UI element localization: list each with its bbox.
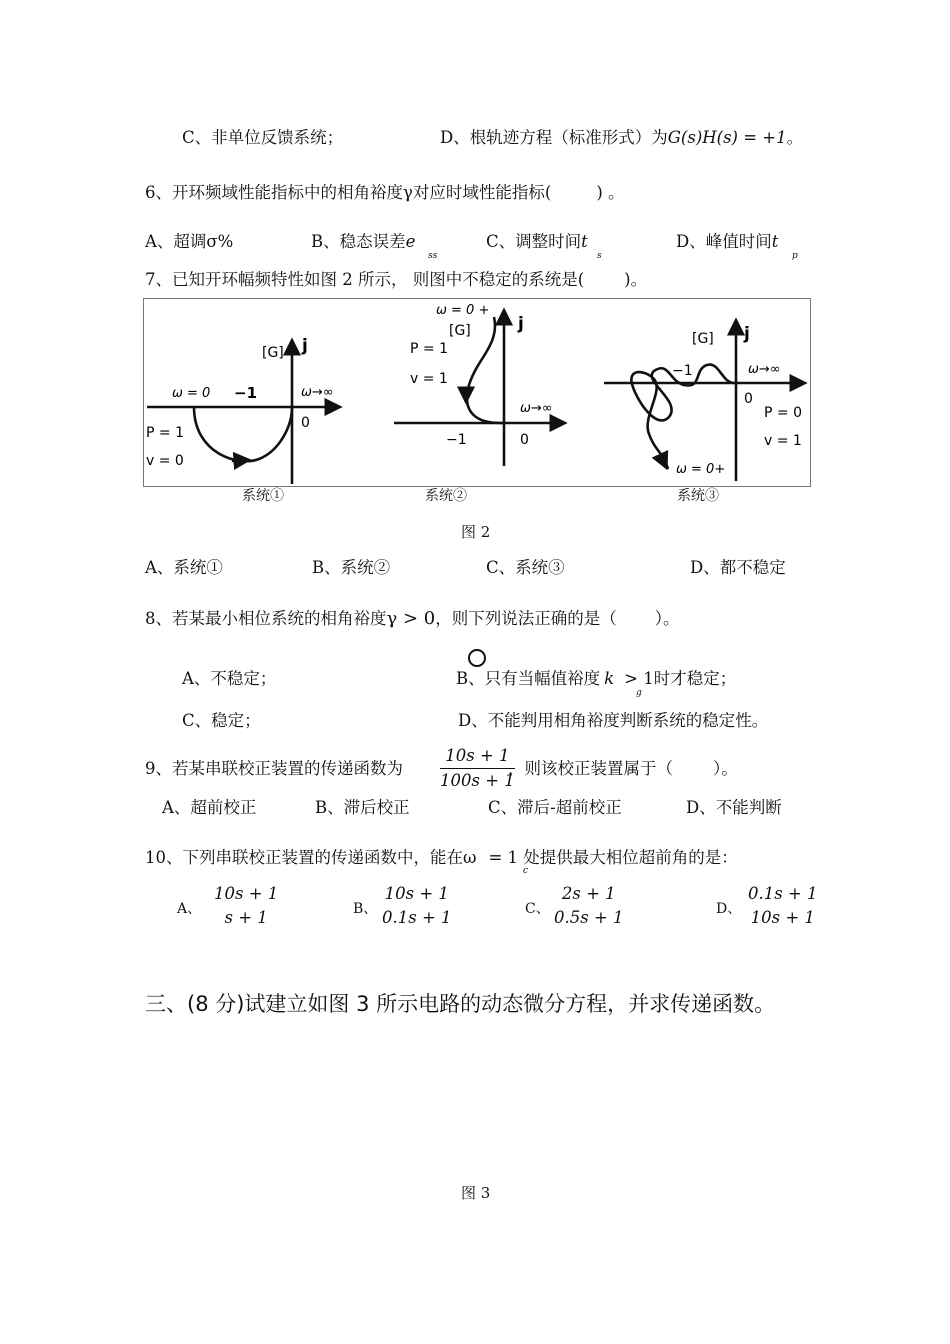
- q10-option-a-numerator: 10s + 1: [214, 884, 279, 903]
- figure-3-caption: 图 3: [461, 1184, 491, 1202]
- q10-omega-sub: c: [523, 866, 529, 876]
- q10-option-a-fraction: [212, 886, 280, 926]
- q10-option-d-label: D、: [716, 901, 742, 917]
- q7-option-c: C、系统③: [486, 558, 565, 577]
- q10-omega: ω: [463, 848, 477, 867]
- q10-option-b-label: B、: [353, 901, 378, 917]
- q10-option-d-fraction: [746, 886, 820, 926]
- plot1-axis-label: [G]: [262, 345, 284, 361]
- q7-option-b: B、系统②: [312, 558, 391, 577]
- plot2-origin: 0: [520, 432, 529, 448]
- nyquist-plot-system-3: [604, 321, 804, 481]
- q5-option-d-formula: G(s)H(s) = +1: [667, 128, 787, 147]
- q10-option-c-denominator: 0.5s + 1: [554, 907, 624, 927]
- q8-option-b: [456, 671, 736, 688]
- q6-option-d-sub: p: [792, 251, 798, 261]
- plot3-axis-label: [G]: [692, 331, 714, 347]
- q8-option-b-var: k: [604, 669, 615, 688]
- q6-stem-text-2: 对应时域性能指标(: [412, 183, 552, 202]
- plot3-caption: 系统③: [677, 488, 719, 504]
- q8-option-d: D、不能判用相角裕度判断系统的稳定性。: [458, 711, 769, 730]
- q5-option-d-end: 。: [786, 128, 804, 147]
- plot1-origin: 0: [301, 415, 310, 431]
- section-3-heading: 三、(8 分)试建立如图 3 所示电路的动态微分方程，并求传递函数。: [145, 992, 776, 1016]
- q6-option-d: [676, 234, 778, 251]
- plot2-omega-zero: ω = 0 +: [436, 303, 490, 318]
- q10-option-b-numerator: 10s + 1: [384, 884, 449, 903]
- figure-2-nyquist-plots: [143, 298, 811, 487]
- q10-option-c-label: C、: [525, 901, 550, 917]
- q10-option-a-denominator: s + 1: [224, 907, 268, 927]
- q6-option-c-var: t: [581, 232, 588, 251]
- plot3-p-value: P = 0: [764, 405, 802, 421]
- q10-stem-text: 10、下列串联校正装置的传递函数中，能在: [145, 848, 463, 867]
- q10-option-d-denominator: 10s + 1: [750, 907, 815, 927]
- q5-option-c: C、非单位反馈系统；: [182, 128, 344, 147]
- q10-option-b-fraction: [382, 886, 452, 926]
- q9-stem-text: 9、若某串联校正装置的传递函数为: [145, 759, 403, 778]
- q8-gamma-condition: γ > 0: [386, 608, 436, 629]
- q7-option-d: D、都不稳定: [690, 558, 786, 577]
- plot2-caption: 系统②: [425, 488, 467, 504]
- plot1-p-value: P = 1: [146, 425, 184, 441]
- q6-option-b-var: e: [405, 232, 416, 251]
- q9-option-d: D、不能判断: [686, 798, 782, 817]
- nyquist-plot-system-2: [394, 303, 564, 466]
- plot1-v-value: v = 0: [146, 453, 184, 469]
- q9-option-b: B、滞后校正: [315, 798, 410, 817]
- figure-2-caption: 图 2: [461, 523, 491, 541]
- q8-option-b-relation: > 1: [624, 669, 654, 688]
- plot3-v-value: v = 1: [764, 433, 802, 449]
- q9-option-c: C、滞后-超前校正: [488, 798, 622, 817]
- plot3-origin: 0: [744, 391, 753, 407]
- q10-option-b-denominator: 0.1s + 1: [382, 907, 452, 927]
- q6-stem: [145, 185, 625, 202]
- q7-stem-text: 7、已知开环幅频特性如图 2 所示， 则图中不稳定的系统是(: [145, 270, 585, 289]
- q9-stem-end: ）。: [713, 759, 738, 778]
- q9-transfer-function: [440, 748, 515, 789]
- plot3-omega-infinity: ω→∞: [748, 362, 781, 377]
- plot2-axis-label: [G]: [449, 323, 471, 339]
- q9-option-a: A、超前校正: [162, 798, 257, 817]
- q6-option-a: A、超调σ%: [145, 232, 234, 251]
- q8-stem-text: 8、若某最小相位系统的相角裕度: [145, 609, 387, 628]
- q9-numerator: 10s + 1: [440, 748, 515, 769]
- q7-stem-end: )。: [624, 270, 648, 289]
- plot1-omega-infinity: ω→∞: [301, 385, 334, 400]
- q8-option-b-text: B、只有当幅值裕度: [456, 669, 601, 688]
- q6-option-d-text: D、峰值时间: [676, 232, 772, 251]
- plot1-caption: 系统①: [242, 488, 284, 504]
- q6-option-b: [311, 234, 415, 251]
- q6-gamma: γ: [403, 183, 413, 202]
- q7-stem: [145, 272, 647, 289]
- plot2-v-value: v = 1: [410, 371, 448, 387]
- q6-option-d-var: t: [771, 232, 779, 251]
- plot3-j-label: j: [744, 324, 750, 344]
- plot1-minus-one: −1: [234, 384, 258, 402]
- q8-option-a: A、不稳定；: [182, 669, 277, 688]
- q5-option-d-text: D、根轨迹方程（标准形式）为: [440, 128, 668, 147]
- q10-option-c-fraction: [554, 886, 624, 926]
- q9-denominator: 100s + 1: [440, 770, 515, 790]
- plot2-omega-infinity: ω→∞: [520, 401, 553, 416]
- q6-option-c: [486, 234, 588, 251]
- q8-option-b-suffix: 时才稳定；: [653, 669, 737, 688]
- nyquist-plot-system-1: [146, 336, 339, 484]
- q10-option-a-label: A、: [177, 901, 202, 917]
- plot2-minus-one: −1: [446, 432, 467, 448]
- q6-stem-end: ) 。: [596, 183, 625, 202]
- q6-stem-text: 6、开环频域性能指标中的相角裕度: [145, 183, 403, 202]
- q9-stem-text-2: ，则该校正装置属于（: [508, 759, 673, 778]
- q10-stem: [145, 850, 738, 867]
- q8-option-c: C、稳定；: [182, 711, 261, 730]
- plot2-p-value: P = 1: [410, 341, 448, 357]
- circle-mark: [468, 649, 486, 667]
- q8-stem-text-2: ，则下列说法正确的是（: [435, 609, 617, 628]
- q8-stem-end: ）。: [654, 609, 680, 628]
- plot2-j-label: j: [518, 314, 524, 334]
- q10-option-d-numerator: 0.1s + 1: [748, 884, 818, 903]
- q6-option-c-text: C、调整时间: [486, 232, 582, 251]
- plot3-minus-one: −1: [672, 363, 693, 379]
- q8-option-b-sub: g: [636, 688, 642, 698]
- q10-stem-text-2: = 1 处提供最大相位超前角的是：: [488, 848, 738, 867]
- q7-option-a: A、系统①: [145, 558, 223, 577]
- q5-option-d: [440, 130, 803, 147]
- q6-option-c-sub: s: [597, 251, 602, 261]
- q9-stem-tail: [508, 761, 738, 778]
- q6-option-b-sub: ss: [428, 251, 438, 261]
- q10-option-c-numerator: 2s + 1: [561, 884, 616, 903]
- plot3-omega-zero: ω = 0+: [676, 462, 726, 477]
- plot1-j-label: j: [302, 336, 308, 356]
- plot1-omega-zero: ω = 0: [172, 386, 211, 401]
- q6-option-b-text: B、稳态误差: [311, 232, 406, 251]
- q8-stem: [145, 610, 680, 628]
